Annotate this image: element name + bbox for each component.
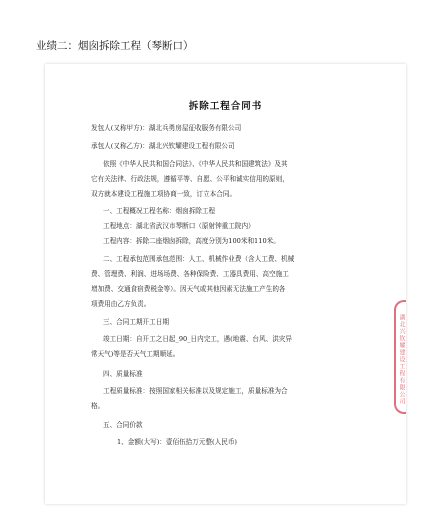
contract-amount: 1、金额(大写)：壹佰伍拾万元整(人民币) <box>117 438 237 446</box>
section-2-line-3: 增加费、交通食宿费税金等）。因天气或其他因素无法施工产生的各 <box>91 285 286 293</box>
preamble-line-1: 依照《中华人民共和国合同法》、《中华人民共和国建筑法》及其 <box>103 160 288 168</box>
contract-document <box>45 64 406 504</box>
seal-text: 湖北兴钦耀建设工程有限公司 <box>398 314 405 405</box>
preamble-line-2: 它有关法律、行政法规，遵循平等、自愿、公平和诚实信用的原则， <box>91 175 289 183</box>
section-1-heading: 一、工程概况工程名称：烟囱拆除工程 <box>103 207 216 215</box>
section-3-heading: 三、合同工期开工日期 <box>103 318 169 326</box>
section-2-line-4: 项费用由乙方负责。 <box>91 300 151 308</box>
quality-standard-line: 工程质量标准：按照国家相关标准以及规定施工，质量标准为合 <box>103 387 288 395</box>
quality-standard-line-2: 格。 <box>91 402 105 410</box>
party-b-line: 承包人(又称乙方)：湖北兴钦耀建设工程有限公司 <box>91 142 235 150</box>
preamble-line-3: 双方就本建设工程施工项协商一致，订立本合同。 <box>91 190 237 198</box>
section-4-heading: 四、质量标准 <box>103 370 143 378</box>
completion-date-line: 竣工日期：自开工之日起_90_日内完工，遇(地震、台风、洪灾异 <box>103 335 292 343</box>
document-title: 拆除工程合同书 <box>188 101 263 112</box>
completion-date-line-2: 常天气)等是否天气工期顺延。 <box>91 350 180 358</box>
section-2-line-2: 费、管理费、利润、进场场费、各种保险费、工器具费用、高空施工 <box>91 270 289 278</box>
project-location: 工程地点：湖北省武汉市琴断口（原射钟重工院内） <box>103 222 255 230</box>
section-2-line-1: 二、工程承包范围承包范围：人工、机械作业费（含人工费、机械 <box>103 255 295 263</box>
section-5-heading: 五、合同价款 <box>103 421 143 429</box>
party-a-line: 发包人(又称甲方)：湖北兵勇房屋征收服务有限公司 <box>91 124 242 132</box>
project-content: 工程内容：拆除二座烟囱拆除，高度分别为100米和110米。 <box>103 237 280 245</box>
section-caption: 业绩二：烟囱拆除工程（琴断口） <box>36 40 194 52</box>
